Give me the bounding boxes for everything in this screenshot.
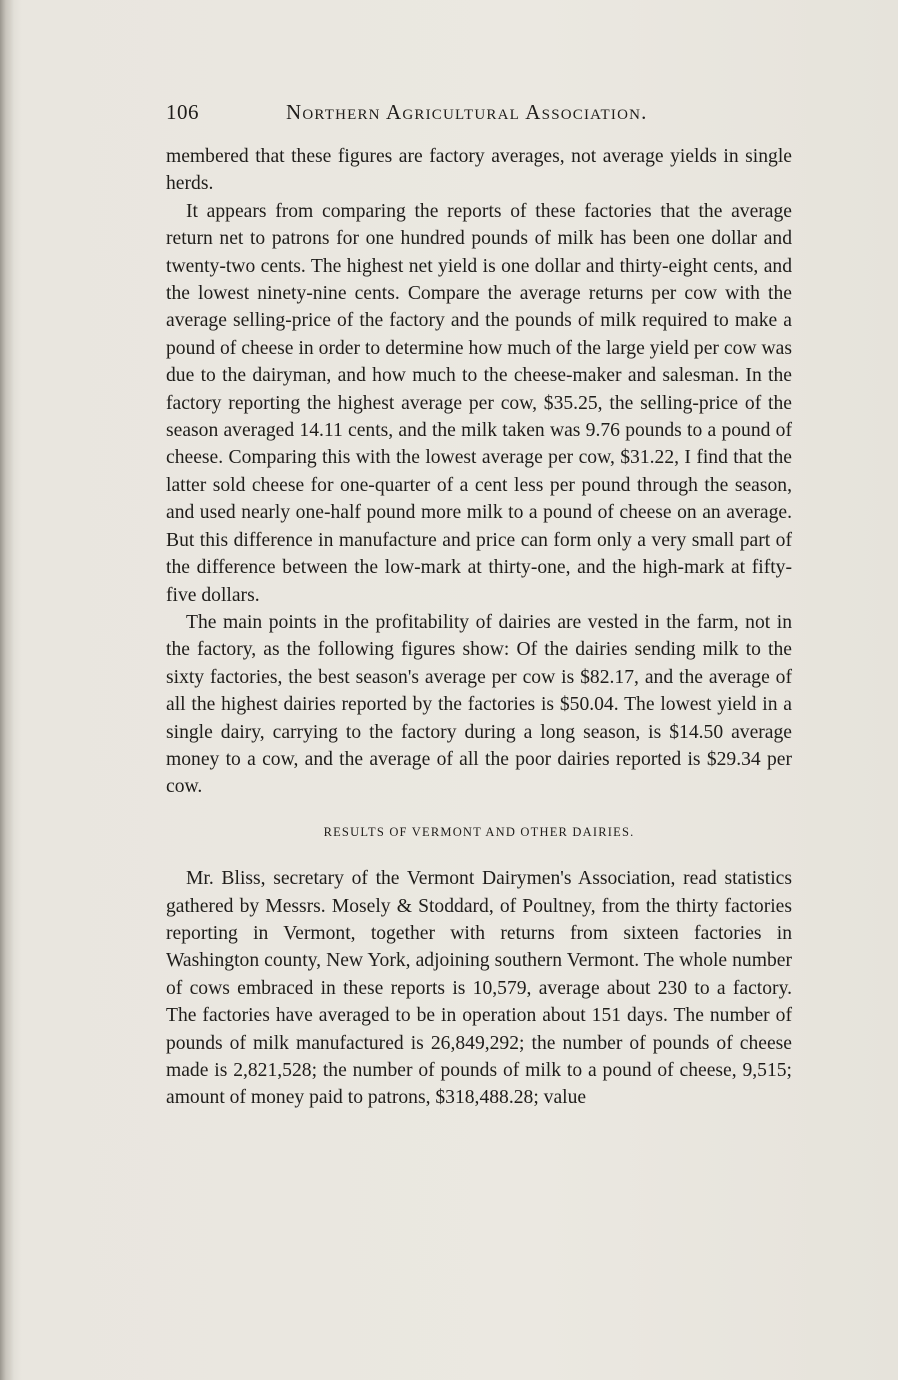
body-text: [166, 143, 792, 1112]
page-header: [166, 100, 792, 130]
binding-edge: [0, 0, 14, 1380]
paragraph-dairy-profitability: The main points in the profitability of dairies are vested in the farm, not in the factory, as the following figures show: Of the dairies sending milk to the sixty factories, the best season's average per cow is $82.17, and the average of all the highest dairies reported by the factories is $50.04. The lowest yield in a single dairy, carrying to the factory during a long season, is $14.50 average money to a cow, and the average of all the poor dairies reported is $29.34 per cow.: [166, 611, 792, 798]
paragraph-vermont-statistics: Mr. Bliss, secretary of the Vermont Dairymen's Association, read statistics gathered by Messrs. Mosely & Stoddard, of Poultney, from the thirty factories reporting in Vermont, together with returns from sixteen factories in Washington county, New York, adjoining southern Vermont. The whole number of cows embraced in these reports is 10,579, average about 230 to a factory. The factories have averaged to be in operation about 151 days. The number of pounds of milk manufactured is 26,849,292; the number of pounds of cheese made is 2,821,528; the number of pounds of milk to a pound of cheese, 9,515; amount of money paid to patrons, $318,488.28; value: [166, 868, 792, 1109]
paragraph-continuation: membered that these figures are factory averages, not average yields in single herds.: [166, 146, 792, 195]
running-title: Northern Agricultural Association.: [286, 100, 648, 124]
paragraph-factory-returns: It appears from comparing the reports of these factories that the average return net to patrons for one hundred pounds of milk has been one dollar and twenty-two cents. The highest net yield is one dollar and thirty-eight cents, and the lowest ninety-nine cents. Compare the average returns per cow with the average selling-price of the factory and the pounds of milk required to make a pound of cheese in order to determine how much of the large yield per cow was due to the dairyman, and how much to the cheese-maker and salesman. In the factory reporting the highest average per cow, $35.25, the selling-price of the season averaged 14.11 cents, and the milk taken was 9.76 pounds to a pound of cheese. Comparing this with the lowest average per cow, $31.22, I find that the latter sold cheese for one-quarter of a cent less per pound through the season, and used nearly one-half pound more milk to a pound of cheese on an average. But this difference in manufacture and price can form only a very small part of the difference between the low-mark at thirty-one, and the high-mark at fifty-five dollars.: [166, 200, 792, 606]
page-number: 106: [166, 100, 199, 124]
section-heading: RESULTS OF VERMONT AND OTHER DAIRIES.: [323, 824, 635, 839]
